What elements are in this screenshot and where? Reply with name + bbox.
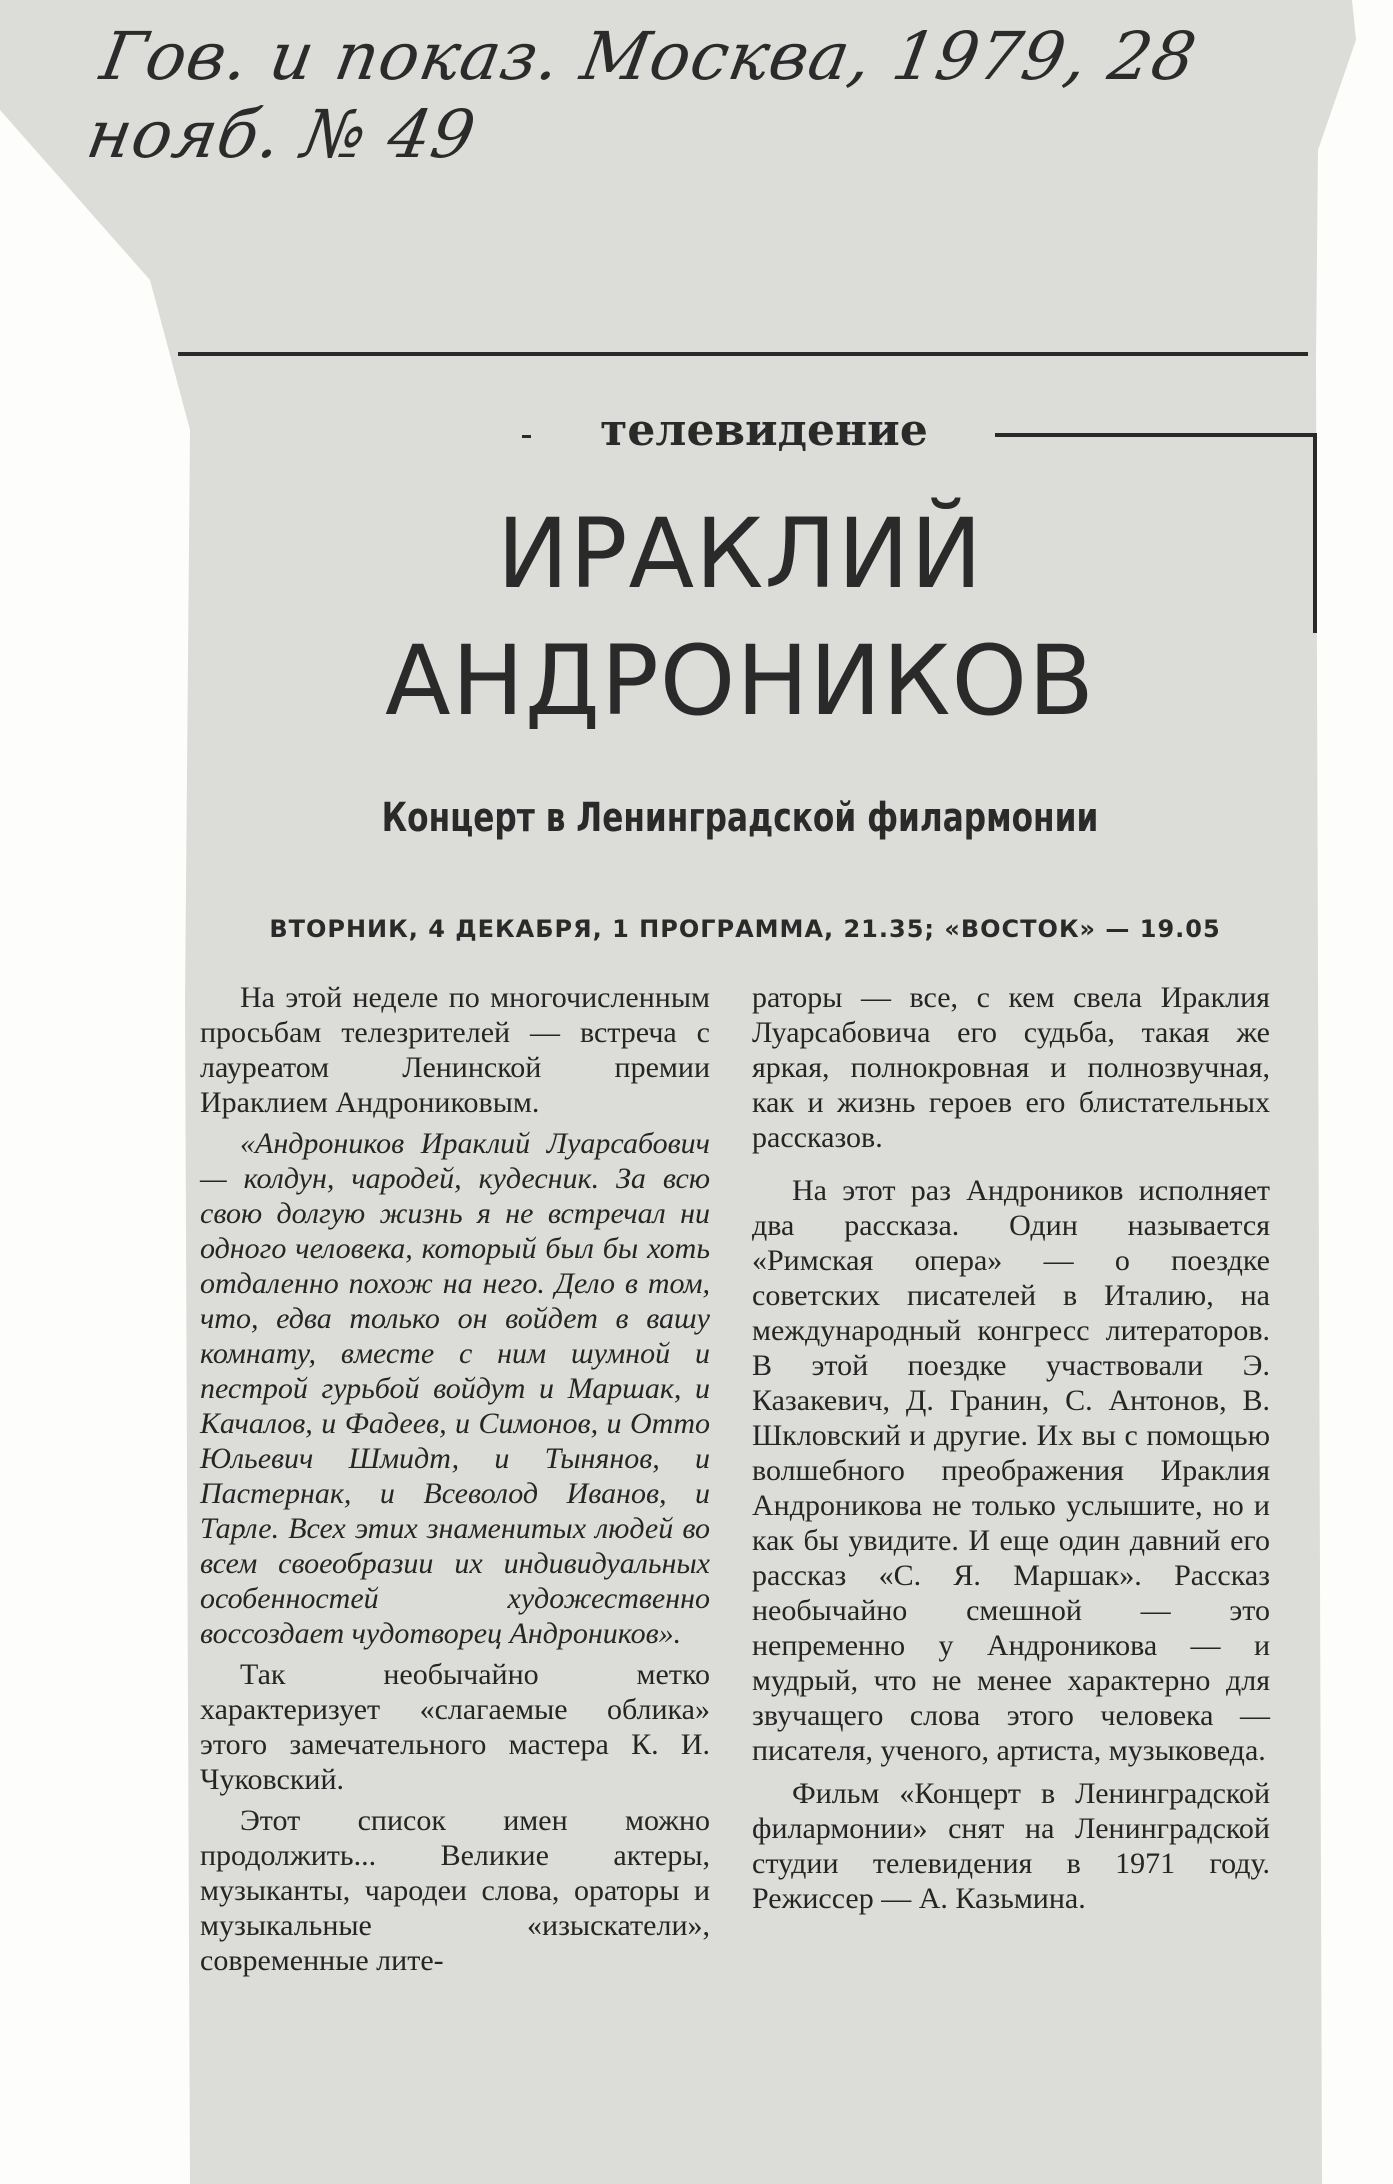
paragraph: раторы — все, с кем свела Ираклия Луарсабовича его судьба, такая же яркая, полнокровная и полнозвучная, как и жизнь героев его блистательных рассказов. [752, 981, 1270, 1154]
headline-last-name: АНДРОНИКОВ [385, 625, 1095, 737]
paragraph: На этот раз Андроников исполняет два рассказа. Один называется «Римская опера» — о поездке советских писателей в Италию, на международный конгресс литераторов. В этой поездке участвовали Э. Казакевич, Д. Гранин, С. Антонов, В. Шкловский и другие. Их вы с помощью волшебного преображения Ираклия Андроникова не только услышите, но и как бы увидите. И еще один давний его рассказ «С. Я. Маршак». Рассказ необычайно смешной — это непременно у Андроникова — и мудрый, что не менее характерно для звучащего слова этого человека — писателя, ученого, артиста, музыковеда. [752, 1174, 1270, 1767]
section-rule-vertical [1313, 433, 1317, 633]
article-column-right [752, 980, 1270, 1922]
handwritten-source-note: Гов. и показ. Москва, 1979, 28 нояб. № 49 [81, 18, 1203, 173]
paragraph: Этот список имен можно продолжить... Великие актеры, музыканты, чародеи слова, ораторы и музыкальные «изыскатели», современные лите- [200, 1804, 710, 1977]
article-subtitle: Концерт в Ленинградской филармонии [381, 795, 1099, 841]
section-rule-left [522, 435, 531, 438]
headline-first-name: ИРАКЛИЙ [496, 498, 984, 610]
section-rule-right [995, 433, 1315, 437]
paragraph: Фильм «Концерт в Ленинградской филармонии» снят на Ленинградской студии телевидения в 1971 году. Режиссер — А. Казьмина. [752, 1777, 1270, 1915]
paragraph: На этой неделе по многочисленным просьбам телезрителей — встреча с лауреатом Ленинской премии Ираклием Андрониковым. [200, 981, 710, 1119]
top-rule [178, 352, 1308, 356]
broadcast-schedule: ВТОРНИК, 4 ДЕКАБРЯ, 1 ПРОГРАММА, 21.35; «ВОСТОК» — 19.05 [269, 915, 1221, 943]
section-heading: телевидение [600, 405, 928, 456]
chukovsky-quote: «Андроников Ираклий Луарсабович — колдун, чародей, кудесник. За всю свою долгую жизнь я не встречал ни одного человека, который был бы хоть отдаленно похож на него. Дело в том, что, едва только он войдет в вашу комнату, вместе с ним шумной и пестрой гурьбой войдут и Маршак, и Качалов, и Фадеев, и Симонов, и Отто Юльевич Шмидт, и Тынянов, и Пастернак, и Всеволод Иванов, и Тарле. Всех этих знаменитых людей во всем своеобразии их индивидуальных особенностей художественно воссоздает чудотворец Андроников». [200, 1127, 710, 1650]
paragraph: Так необычайно метко характеризует «слагаемые облика» этого замечательного мастера К. И. Чуковский. [200, 1658, 710, 1796]
article-column-left [200, 980, 710, 1984]
